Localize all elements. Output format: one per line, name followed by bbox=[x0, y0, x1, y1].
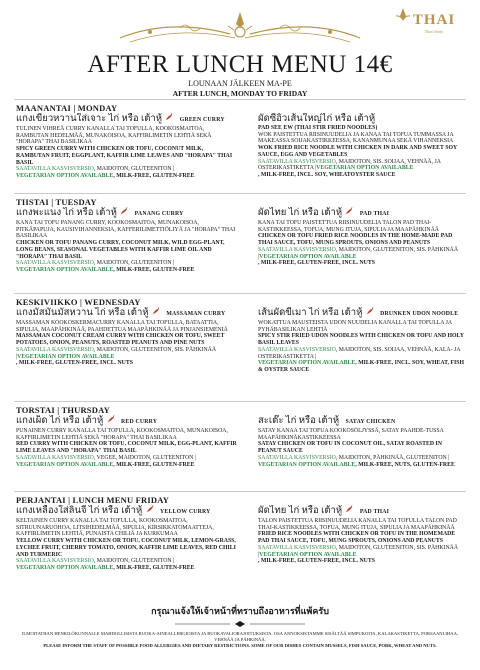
veg-note-fi: SAATAVILLA KASVISVERSIO bbox=[16, 166, 94, 173]
logo-subtitle: Thai Jeniy bbox=[424, 29, 444, 34]
veg-note-en: VEGETARIAN OPTION AVAILABLE bbox=[17, 353, 115, 360]
diet-note-en: , MILK-FREE, GLUTEN-FREE, INCL. NUTS bbox=[258, 260, 375, 267]
subtitle-finnish: LOUNAAN JÄLKEEN MA-PE bbox=[188, 79, 292, 88]
dish-title bbox=[16, 113, 238, 126]
footer-allergy-fi: ILMOITATHAN HENKILÖKUNNALLE MAHDOLLISISTA RUOKA-AINEALLERGIOISTA JA RUOKAVALIORAJOITUKSISTA. OSA ANNOKSISTAMME SISÄLTÄÄ SIMPUKOITA, KALAKASTIKETTA, PORSAANLIHAA, VEHNÄÄ JA PÄHKINÄÄ. bbox=[21, 631, 459, 642]
veg-note-fi: SAATAVILLA KASVISVERSIO bbox=[258, 246, 336, 253]
dish-description-fi: KANA TAI TOFU PANANG CURRY, KOOKOSMAITOA, MUNAKOISOA, PITKÄPAPUJA, KAUSIVIHANNEKSIA, KAFFERILIMETTIÖLJYÄ JA "HORAPA" THAI BASILIKAA bbox=[16, 220, 236, 240]
subtitle-english: AFTER LUNCH, MONDAY TO FRIDAY bbox=[172, 89, 308, 98]
footer-allergy-en: PLEASE INFORM THE STAFF OF POSSIBLE FOOD ALLERGIES AND DIETARY RESTRICTIONS. SOME OF OUR DISHES CONTAIN MUSSELS, FISH SAUCE, PORK, WHEAT AND NUTS. bbox=[43, 643, 437, 648]
veg-note-en: VEGETARIAN OPTION AVAILABLE bbox=[16, 564, 114, 571]
veg-note-fi: SAATAVILLA KASVISVERSIO bbox=[258, 454, 336, 461]
veg-note-fi: SAATAVILLA KASVISVERSIO bbox=[16, 260, 94, 267]
diet-note-en: , MILK-FREE, GLUTEN-FREE bbox=[113, 172, 195, 179]
veg-note-fi: SAATAVILLA KASVISVERSIO bbox=[16, 346, 94, 353]
diet-note-en: , MILK-FREE, INCL. SOY, WHEAT, FISH & OYSTER SAUCE bbox=[258, 360, 464, 373]
dish-title bbox=[258, 307, 466, 320]
chili-icon bbox=[106, 415, 115, 424]
dish-english-name: PAD THAI bbox=[359, 509, 390, 515]
diet-note-fi: , MAIDOTON, GLUTEENITON, SIS. PÄHKINÄÄ | bbox=[16, 346, 217, 360]
diet-note-en: , MILK-FREE, GLUTEN-FREE bbox=[113, 461, 195, 468]
diet-en-line bbox=[16, 565, 238, 572]
dish-english-name: PANANG CURRY bbox=[134, 211, 184, 217]
dish-description-en: FRIED RICE NOODLES WITH CHICKEN OR TOFU IN THE HOMEMADE PAD THAI SAUCE, TOFU, MUNG SPROUTS, ONIONS AND PEANUTS bbox=[258, 531, 456, 545]
dish-description-en: CHICKEN OR TOFU FRIED RICE NOODLES IN THE HOME-MADE PAD THAI SAUCE, TOFU, MUNG SPROUTS, ONIONS AND PEANUTS bbox=[258, 233, 453, 247]
diet-fi-line bbox=[258, 159, 466, 172]
dish-english-name: YELLOW CURRY bbox=[160, 509, 211, 515]
dish-right bbox=[256, 492, 468, 565]
dish-english-name: DRUNKEN UDON NOODLE bbox=[380, 311, 459, 317]
day-block-wednesday bbox=[14, 293, 466, 401]
dish-description-en: RED CURRY WITH CHICKEN OR TOFU, COCONUT MILK, EGG-PLANT, KAFFIR LIME LEAVES AND "HORAPA" THAI BASIL bbox=[16, 441, 237, 455]
dish-thai-name: แกงมัสมั่นมัสหวาน ไก่ หรือ เต้าหู้ bbox=[16, 308, 149, 318]
lotus-icon bbox=[394, 6, 412, 24]
diet-note-fi: , MAIDOTON, PÄHKINÄÄ, GLUTEENITON | bbox=[335, 454, 450, 461]
chili-icon bbox=[344, 505, 353, 514]
diet-note-en: , MILK-FREE, INCL. SOY, WHEATOYSTER SAUCE bbox=[258, 171, 396, 178]
diet-note-fi: , MAIDOTON, SIS. SOIJAA, VEHNÄÄ, JA OSTERIKASTIKETTA | bbox=[258, 158, 441, 172]
veg-note-en: VEGETARIAN OPTION AVAILABLE bbox=[16, 172, 114, 179]
dish-description-fi: WOKATTUA MAUSTEISTA UDON NUUDELIA KANALLA TAI TOFULLA JA PYHÄBASILIKAN LEHTIÄ bbox=[258, 320, 452, 333]
dish-english-name: SATAY CHICKEN bbox=[345, 419, 396, 425]
diet-note-fi: , MAIDOTON, SIS. SOIJAA, VEHNÄÄ, KALA- JA OSTERIKASTIKETTA | bbox=[258, 346, 461, 360]
dish-thai-name: แกงเหลืองใส่ลิ้นจี่ ไก่ หรือ เต้าหู้ bbox=[16, 506, 143, 516]
diet-note-fi: , MAIDOTON, GLUTEENITON, SIS. PÄHKINÄÄ | bbox=[258, 246, 459, 260]
dish-thai-name: เส้นผัดขี้เมา ไก่ หรือ เต้าหู้ bbox=[258, 308, 363, 318]
diet-fi-line bbox=[16, 347, 238, 360]
top-ornament bbox=[110, 4, 370, 50]
day-block-tuesday bbox=[14, 193, 466, 293]
chili-icon bbox=[164, 113, 173, 122]
diet-fi-line bbox=[16, 260, 238, 267]
diet-fi-line bbox=[16, 455, 238, 462]
diet-note-en: , MILK-FREE, GLUTEN-FREE bbox=[113, 564, 195, 571]
diet-note-fi: , MAIDOTON, GLUTEENITON | bbox=[93, 260, 175, 267]
diet-fi-line bbox=[258, 455, 466, 462]
diet-note-fi: , MAIDOTON, GLUTEENITON | bbox=[93, 166, 175, 173]
dish-left bbox=[14, 492, 240, 572]
dish-title bbox=[258, 207, 466, 220]
dish-description-fi: WOK PAISTETTUA RIISINUUDELIA JA KANAA TAI TOFUA TUMMASSA JA MAKEASSA SOIJAKASTIKKEESSA, KANANMUNAA SEKÄ VIHANNEKSIA bbox=[258, 131, 454, 145]
diet-note-en: , MILK-FREE, GLUTEN-FREE bbox=[113, 266, 195, 273]
dish-description-en: SPICY GREEN CURRY WITH CHICKEN OR TOFU, COCONUT MILK, RAMBUTAN FRUIT, EGGPLANT, KAFFIR LIME LEAVES AND "HORAPA" THAI BASIL bbox=[16, 146, 233, 166]
veg-note-fi: SAATAVILLA KASVISVERSIO bbox=[258, 544, 336, 551]
page-title: AFTER LUNCH MENU 14€ bbox=[87, 51, 393, 78]
dish-english-name: MASSAMAN CURRY bbox=[166, 311, 226, 317]
restaurant-logo bbox=[398, 12, 470, 34]
veg-note-en: VEGETARIAN OPTION AVAILABLE bbox=[316, 165, 414, 172]
dish-description-en: CHICKEN OR TOFU PANANG CURRY, COCONUT MILK, WILD EGG-PLANT, LONG BEANS, SEASONAL VEGETABLES WITH KAFFIR LIME OIL AND "HORAPA" THAI BASIL bbox=[16, 240, 225, 260]
dish-title bbox=[258, 113, 466, 125]
dish-description-en: SPICY STIR FRIED UDON NOODLES WITH CHICKEN OR TOFU AND HOLY BASIL LEAVES bbox=[258, 333, 464, 347]
diet-fi-line bbox=[258, 247, 466, 260]
dish-right bbox=[256, 294, 468, 374]
day-heading: MAANANTAI | MONDAY bbox=[16, 103, 118, 113]
dish-description-en: SATAY CHICKEN OR TOFU IN COCONUT OIL, SATAY ROASTED IN PEANUT SAUCE bbox=[258, 441, 442, 455]
dish-left bbox=[14, 402, 240, 468]
dish-title bbox=[16, 207, 238, 220]
diet-en-line bbox=[16, 267, 238, 274]
dish-description-en: MASSAMAN COCONUT CREAM CURRY WITH CHICKEN OR TOFU, SWEET POTATOES, ONION, PEANUTS, ROASTED PEANUTS AND PINE NUTS bbox=[16, 333, 225, 347]
diet-note-fi: , MAIDOTON, GLUTEENITON | bbox=[93, 558, 175, 565]
dish-right bbox=[256, 100, 468, 179]
day-block-monday bbox=[14, 99, 466, 193]
chili-icon bbox=[151, 307, 160, 316]
day-heading: TORSTAI | THURSDAY bbox=[16, 405, 110, 415]
dish-thai-name: แกงเผ็ด ไก่ หรือ เต้าหู้ bbox=[16, 416, 104, 426]
dish-right bbox=[256, 402, 468, 468]
dish-left bbox=[14, 294, 240, 367]
dish-thai-name: ผัดไทย ไก่ หรือ เต้าหู้ bbox=[258, 208, 343, 218]
dish-thai-name: แกงเขียวหวานใส่เจาะ ไก่ หรือ เต้าหู้ bbox=[16, 114, 163, 124]
dish-title bbox=[16, 415, 238, 428]
dish-title bbox=[16, 505, 238, 518]
veg-note-fi: SAATAVILLA KASVISVERSIO bbox=[258, 158, 336, 165]
dish-english-name: GREEN CURRY bbox=[179, 117, 225, 123]
diet-en-line bbox=[16, 462, 238, 469]
dish-thai-name: สะเต๊ะ ไก่ หรือ เต้าหู้ bbox=[258, 416, 340, 426]
veg-note-en: VEGETARIAN OPTION AVAILABLE bbox=[259, 551, 357, 558]
veg-note-fi: SAATAVILLA KASVISVERSIO bbox=[258, 346, 336, 353]
dish-description-fi: KANA TAI TOFU PAISTETTUA RIISINUUDELIA TALON PAD THAI-KASTIKKEESSA, TOFUA, MUNG ITUJA, SIPULIA JA MAAPÄHKINÄÄ bbox=[258, 220, 439, 233]
diet-en-line bbox=[258, 360, 466, 373]
veg-note-en: VEGETARIAN OPTION AVAILABLE bbox=[259, 253, 357, 260]
chili-icon bbox=[344, 207, 353, 216]
diet-fi-line bbox=[16, 558, 238, 565]
veg-note-en: VEGETARIAN OPTION AVAILABLE bbox=[16, 461, 114, 468]
day-block-thursday bbox=[14, 401, 466, 491]
dish-description-en: WOK FRIED RICE NOODLE WITH CHICKEN IN DARK AND SWEET SOY SAUCE, EGG AND VEGETABLES bbox=[258, 145, 457, 158]
diet-note-fi: , VEGEE, MAIDOTON, GLUTEENITON | bbox=[93, 454, 196, 461]
veg-note-en: VEGETARIAN OPTION AVAILABLE bbox=[16, 266, 114, 273]
dish-title bbox=[16, 307, 238, 320]
veg-note-en: VEGETARIAN OPTION AVAILABLE bbox=[258, 461, 356, 468]
day-heading: PERJANTAI | LUNCH MENU FRIDAY bbox=[16, 495, 170, 505]
dish-description-fi: PUNAINEN CURRY KANALLA TAI TOFULLA, KOOKOSMAITOA, MUNAKOISOA, KAFFIRLIMETIN LEHTIÄ SEKÄ "HORAPA" THAI BASILIKAA bbox=[16, 428, 228, 441]
logo-title: THAI bbox=[412, 12, 456, 28]
diet-fi-line bbox=[258, 347, 466, 360]
veg-note-fi: SAATAVILLA KASVISVERSIO bbox=[16, 454, 94, 461]
dish-description-fi: KELTAINEN CURRY KANALLA TAI TOFULLA, KOOKOSMAITOA, SITRUUNARUOHOA, LITSIHEDELMÄÄ, SIPULIA, KIRSIKKATOMAATTEJA, KAFFIRLIMETIN LEHTIÄ, PUNAISTA CHILIÄ JA KURKUMAA bbox=[16, 518, 214, 538]
diet-fi-line bbox=[258, 545, 466, 558]
dish-subtitle: PAD SEE EW (THAI STIR FRIED NOODLES) bbox=[258, 125, 378, 131]
dish-thai-name: แกงพะแนง ไก่ หรือ เต้าหู้ bbox=[16, 208, 117, 218]
dish-description-fi: MASSAMAN KOOKOSKERMACURRY KANALLA TAI TOFULLA, BATAATTIA, SIPULIA, MAAPÄHKINÄÄ, PAAHDETTUA MAAPÄHKINÄÄ JA PINJANSIEMENIÄ bbox=[16, 320, 228, 333]
footer-thai-note: กรุณาแจ้งให้เจ้าหน้าที่ทราบถึงอาหารที่แพ้ครับ bbox=[151, 606, 329, 616]
diet-note-en: , MILK-FREE, GLUTEN-FREE, INCL. NUTS bbox=[258, 558, 375, 565]
dish-title bbox=[258, 415, 466, 428]
veg-note-fi: SAATAVILLA KASVISVERSIO bbox=[16, 558, 94, 565]
footer-divider bbox=[175, 620, 305, 628]
diet-note-en: , MILK-FREE, GLUTEN-FREE, INCL. NUTS bbox=[16, 360, 133, 367]
diet-en-line bbox=[16, 173, 238, 180]
dish-left bbox=[14, 194, 240, 274]
day-block-friday bbox=[14, 491, 466, 601]
diet-en-line bbox=[258, 462, 466, 469]
dish-title bbox=[258, 505, 466, 518]
chili-icon bbox=[365, 307, 374, 316]
dish-english-name: RED CURRY bbox=[121, 419, 158, 425]
dish-description-fi: TALON PAISTETTUA RIISINUUDELIA KANALLA TAI TOFULLA TALON PAD THAI-KASTIKKEESSA, TOFUA, MUNG ITUJA, SIPULIA JA MAAPÄHKINÄÄ bbox=[258, 518, 457, 531]
diet-note-en: , MILK-FREE, NUTS, GLUTEN-FREE bbox=[355, 461, 455, 468]
dish-description-fi: SATAY KANAA TAI TOFUA KOOKOSÖLJYSSÄ, SATAY PAAHDE-TUSSA MAAPÄHKINÄKASTIKKEESSA bbox=[258, 428, 444, 441]
dish-thai-name: ผัดไทย ไก่ หรือ เต้าหู้ bbox=[258, 506, 343, 516]
dish-description-fi: TULINEN VIHREÄ CURRY KANALLA TAI TOFULLA, KOOKOSMAITOA, RAMBUTAN HEDELMÄÄ, MUNAKOISOA, KAFFIRLIMETIN LEHTIÄ SEKÄ "HORAPA" THAI BASILIKAA bbox=[16, 126, 212, 146]
diet-fi-line bbox=[16, 166, 238, 173]
dish-description-en: YELLOW CURRY WITH CHICKEN OR TOFU, COCONUT MILK, LEMON-GRASS, LYCHEE FRUIT, CHERRY TOMATO, ONION, KAFFIR LIME LEAVES, RED CHILI AND TURMERIC bbox=[16, 538, 236, 558]
chili-icon bbox=[119, 207, 128, 216]
chili-icon bbox=[145, 505, 154, 514]
diet-note-fi: , MAIDOTON, GLUTEENITON, SIS. PÄHKINÄÄ | bbox=[258, 544, 459, 558]
veg-note-en: VEGETARIAN OPTION AVAILABLE bbox=[258, 360, 356, 367]
dish-left bbox=[14, 100, 240, 180]
day-heading: KESKIVIIKKO | WEDNESDAY bbox=[16, 297, 141, 307]
dish-english-name: PAD THAI bbox=[359, 211, 390, 217]
day-heading: TIISTAI | TUESDAY bbox=[16, 197, 97, 207]
ornament-graphic bbox=[110, 4, 370, 50]
dish-thai-name: ผัดซีอิ๊วเส้นใหญ่ไก่ หรือ เต้าหู้ bbox=[258, 114, 376, 124]
dish-right bbox=[256, 194, 468, 267]
